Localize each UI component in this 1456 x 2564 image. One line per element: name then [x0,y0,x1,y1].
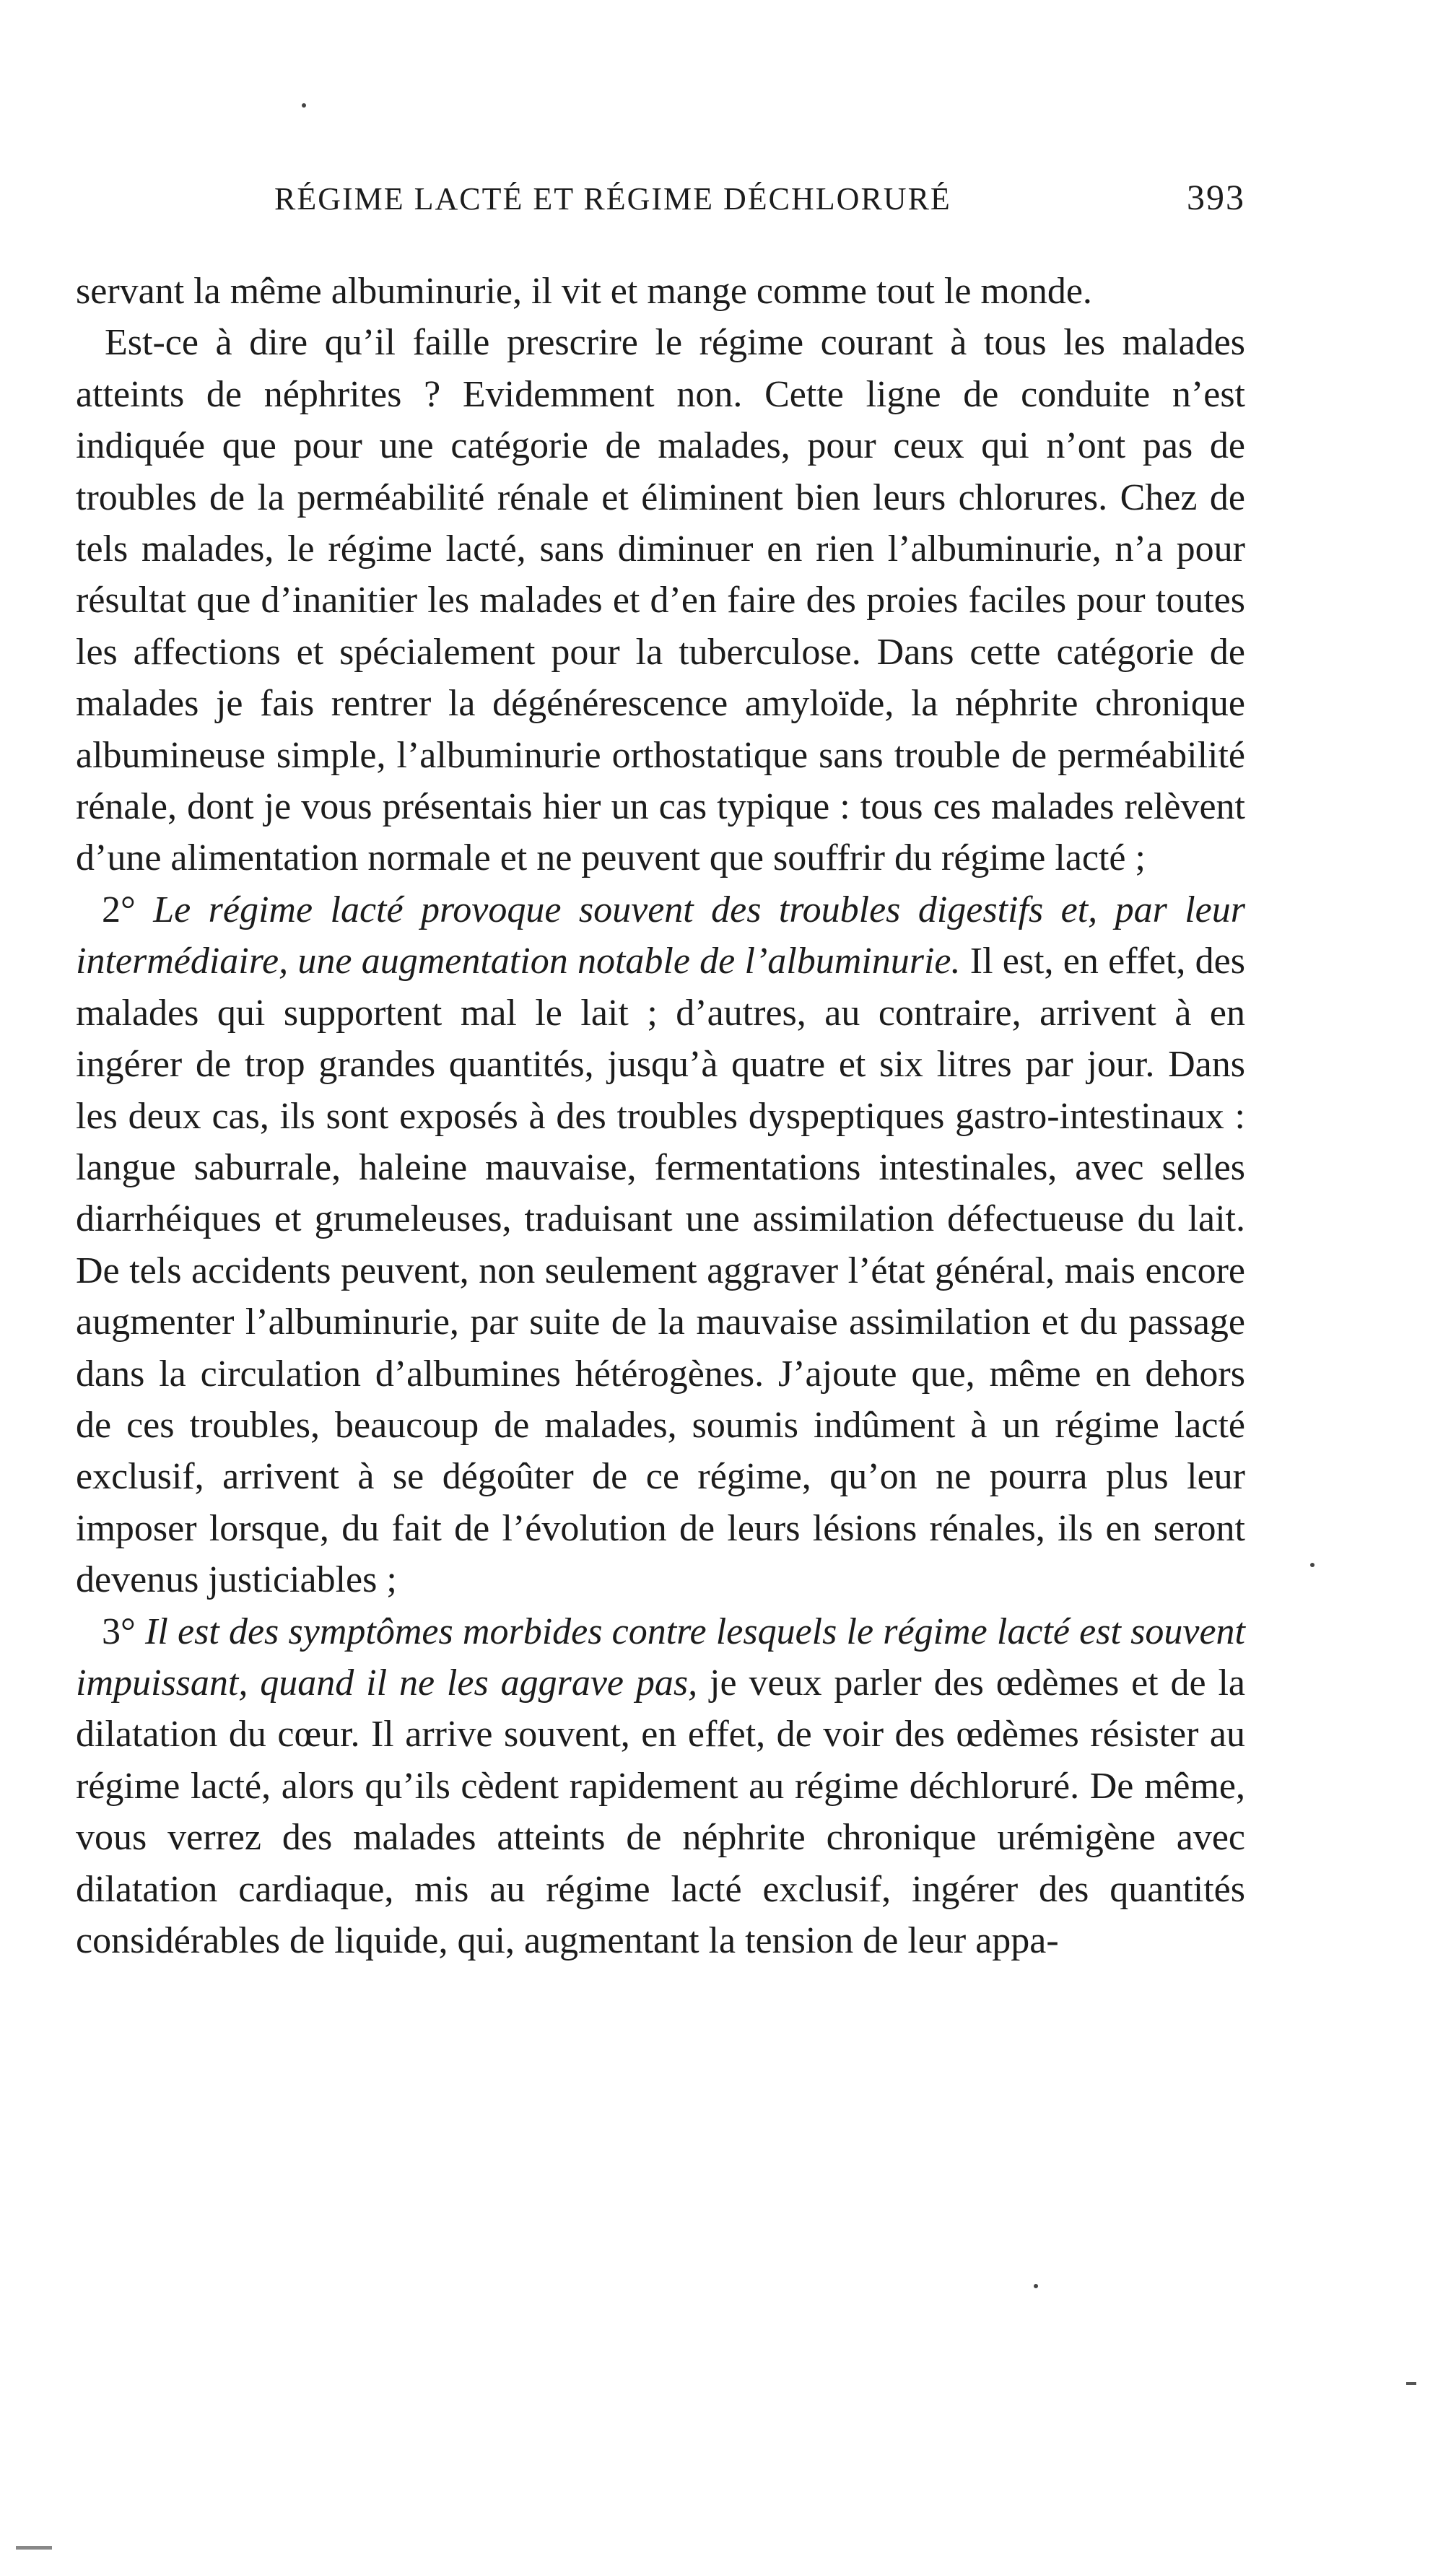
paragraph-text: Il est, en effet, des malades qui supportent mal le lait ; d’autres, au contraire, arrivent à en ingérer de trop grandes quantités, jusqu’à quatre et six litres par jour. Dans les deux cas, ils sont exposés à des troubles dyspeptiques gastro-intestinaux : langue saburrale, haleine mauvaise, fermentations intestinales, avec selles diarrhéiques et grumeleuses, traduisant une assimilation défectueuse du lait. De tels accidents peuvent, non seulement aggraver l’état général, mais encore augmenter l’albuminurie, par suite de la mauvaise assimilation et du passage dans la circulation d’albumines hétérogènes. J’ajoute que, même en dehors de ces troubles, beaucoup de malades, soumis indûment à un régime lacté exclusif, arrivent à se dégoûter de ce régime, qu’on ne pourra plus leur imposer lorsque, du fait de l’évolution de leurs lésions rénales, ils en seront devenus justiciables ; [76,941,1245,1601]
running-header [76,173,1245,224]
point-number: 2° [102,889,136,930]
scan-speck [16,2546,52,2550]
paragraph-text: je veux parler des œdèmes et de la dilatation du cœur. Il arrive souvent, en effet, de voir des œdèmes résister au régime lacté, alors qu’ils cèdent rapidement au régime déchloruré. De même, vous verrez des malades atteints de néphrite chronique urémigène avec dilatation cardiaque, mis au régime lacté exclusif, ingérer des quantités considérables de liquide, qui, augmentant la tension de leur appa- [76,1662,1246,1961]
paragraph [76,317,1245,884]
paragraph-continued [76,266,1245,317]
paragraph-text: Est-ce à dire qu’il faille prescrire le régime courant à tous les malades atteints de néphrites ? Evidemment non. Cette ligne de conduite n’est indiquée que pour une catégorie de malades, pour ceux qui n’ont pas de troubles de la perméabilité rénale et éliminent bien leurs chlorures. Chez de tels malades, le régime lacté, sans diminuer en rien l’albuminurie, n’a pour résultat que d’inanitier les malades et d’en faire des proies faciles pour toutes les affections et spécialement pour la tuberculose. Dans cette catégorie de malades je fais rentrer la dégénérescence amyloïde, la néphrite chronique albumineuse simple, l’albuminurie orthostatique sans trouble de perméabilité rénale, dont je vous présentais hier un cas typique : tous ces malades relèvent d’une alimentation normale et ne peuvent que souffrir du régime lacté ; [76,322,1245,879]
point-emphasis: Le régime lacté provoque souvent des troubles digestifs et, par leur intermédiaire, une augmentation notable de l’albuminurie. [76,889,1246,982]
page-number: 393 [1187,177,1245,217]
numbered-point-3 [76,1606,1245,1967]
scan-speck [1406,2382,1416,2385]
scan-speck [302,103,306,108]
point-emphasis: Il est des symptômes morbides contre lesquels le régime lacté est souvent impuissant, quand il ne les aggrave pas, [76,1610,1246,1704]
scan-speck [1310,1563,1315,1567]
scan-speck [1034,2284,1038,2288]
book-page [76,173,1245,1966]
numbered-point-2 [76,884,1245,1606]
running-title: RÉGIME LACTÉ ET RÉGIME DÉCHLORURÉ [274,181,951,217]
body-text [76,266,1245,1966]
point-number: 3° [102,1610,136,1652]
paragraph-text: servant la même albuminurie, il vit et mange comme tout le monde. [76,271,1092,312]
